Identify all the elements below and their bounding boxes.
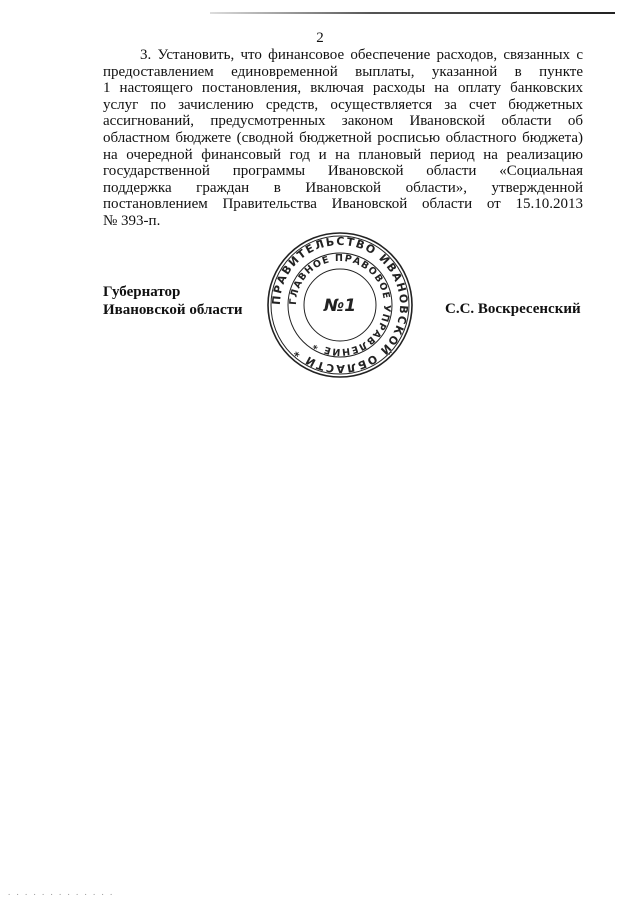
stamp-inner-text: ГЛАВНОЕ ПРАВОВОЕ УПРАВЛЕНИЕ * <box>287 252 393 358</box>
official-stamp <box>266 231 414 379</box>
text-line: услуг по зачислению средств, осуществляется за счет бюджетных <box>103 96 583 113</box>
text-line: 1 настоящего постановления, включая расходы на оплату банковских <box>103 80 583 97</box>
stamp-center-number: №1 <box>323 296 357 316</box>
text-line: постановлением Правительства Ивановской области от 15.10.2013 <box>103 196 583 213</box>
stamp-outer-text: ПРАВИТЕЛЬСТВО ИВАНОВСКОЙ ОБЛАСТИ * <box>269 234 411 376</box>
scan-top-edge <box>210 12 615 14</box>
text-line: поддержка граждан в Ивановской области», утвержденной <box>103 179 583 196</box>
signatory-name: С.С. Воскресенский <box>445 301 581 317</box>
text-line: ассигнований, предусмотренных законом Ивановской области об <box>103 113 583 130</box>
text-line: на очередной финансовый год и на плановый период на реализацию <box>103 146 583 163</box>
paragraph-3 <box>103 47 583 230</box>
signatory-title-line: Губернатор <box>103 284 181 300</box>
page-number: 2 <box>316 30 324 46</box>
signatory-title-line: Ивановской области <box>103 302 243 318</box>
scan-footer-marks: . . . . . . . . . . . . . <box>8 887 115 897</box>
text-line: государственной программы Ивановской области «Социальная <box>103 163 583 180</box>
text-line: областном бюджете (сводной бюджетной росписью областного бюджета) <box>103 129 583 146</box>
signatory-title <box>103 283 243 319</box>
text-line: предоставлением единовременной выплаты, указанной в пункте <box>103 63 583 80</box>
text-line: № 393-п. <box>103 212 161 229</box>
text-line: 3. Установить, что финансовое обеспечение расходов, связанных с <box>140 47 583 63</box>
